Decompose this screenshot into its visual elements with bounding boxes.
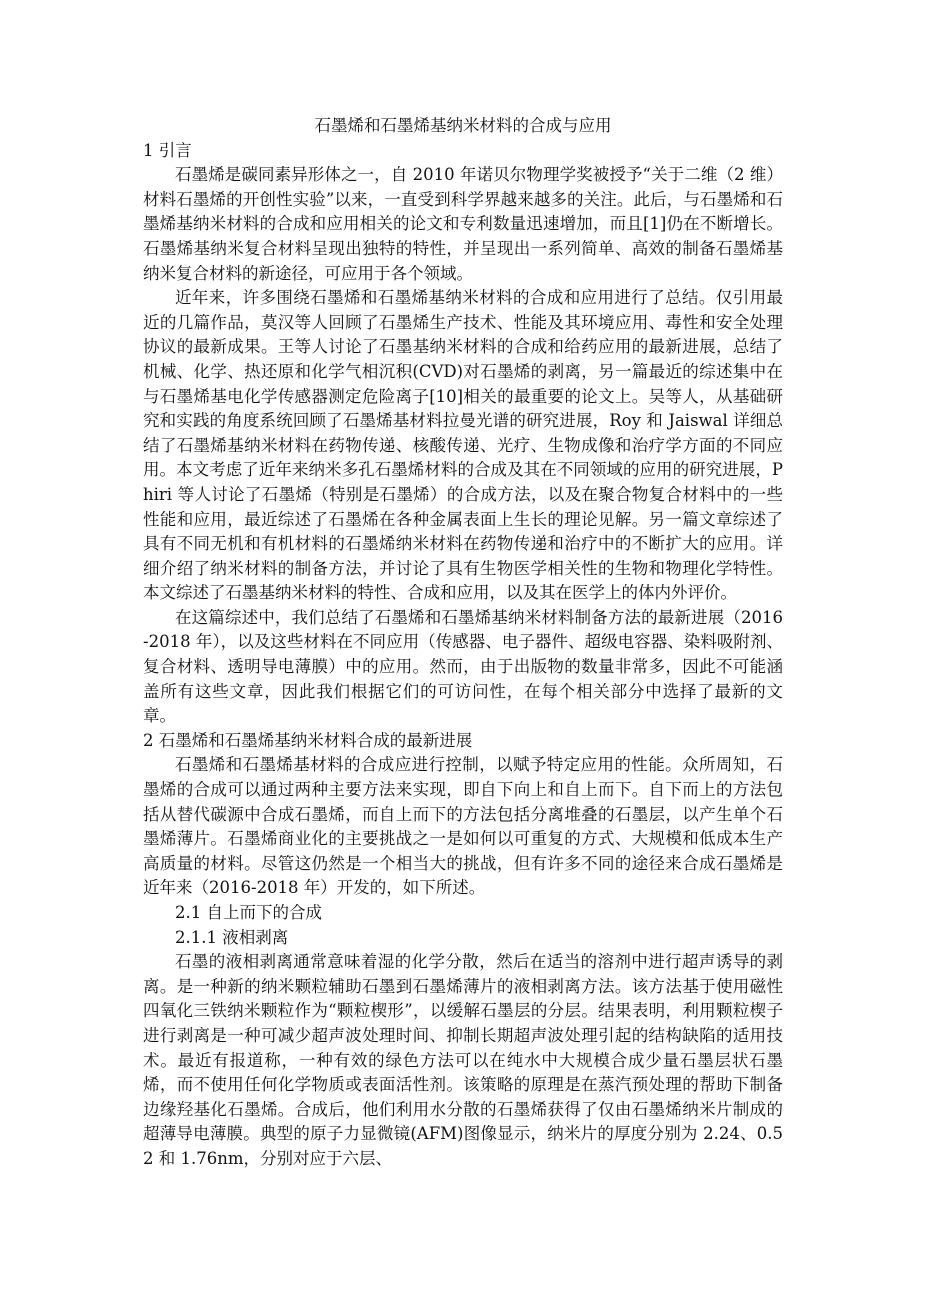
paragraph-synthesis-1: 石墨烯和石墨烯基材料的合成应进行控制，以赋予特定应用的性能。众所周知，石墨烯的合成可以通过两种主要方法来实现，即自下向上和自上而下。自下而上的方法包括从替代碳源中合成石墨烯，而自上而下的方法包括分离堆叠的石墨层，以产生单个石墨烯薄片。石墨烯商业化的主要挑战之一是如何以可重复的方式、大规模和低成本生产高质量的材料。尽管这仍然是一个相当大的挑战，但有许多不同的途径来合成石墨烯是近年来（2016-2018 年）开发的，如下所述。 bbox=[143, 755, 783, 898]
section-heading-introduction: 1 引言 bbox=[143, 140, 192, 160]
paragraph-intro-1: 石墨烯是碳同素异形体之一，自 2010 年诺贝尔物理学奖被授予“关于二维（2 维）材料石墨烯的开创性实验”以来，一直受到科学界越来越多的关注。此后，与石墨烯和石墨烯基纳米材料的合成和应用相关的论文和专利数量迅速增加，而且[1]仍在不断增长。石墨烯基纳米复合材料呈现出独特的特性，并呈现出一系列简单、高效的制备石墨烯基纳米复合材料的新途径，可应用于各个领域。 bbox=[143, 165, 783, 283]
subsection-heading-top-down: 2.1 自上而下的合成 bbox=[175, 903, 322, 922]
paragraph-intro-3: 在这篇综述中，我们总结了石墨烯和石墨烯基纳米材料制备方法的最新进展（2016-2018 年），以及这些材料在不同应用（传感器、电子器件、超级电容器、染料吸附剂、复合材料、透明导电薄膜）中的应用。然而，由于出版物的数量非常多，因此不可能涵盖所有这些文章，因此我们根据它们的可访问性，在每个相关部分中选择了最新的文章。 bbox=[143, 607, 783, 726]
document-body bbox=[143, 114, 783, 1172]
section-heading-synthesis: 2 石墨烯和石墨烯基纳米材料合成的最新进展 bbox=[143, 730, 473, 750]
paragraph-intro-2: 近年来，许多围绕石墨烯和石墨烯基纳米材料的合成和应用进行了总结。仅引用最近的几篇作品，莫汉等人回顾了石墨烯生产技术、性能及其环境应用、毒性和安全处理协议的最新成果。王等人讨论了石墨基纳米材料的合成和给药应用的最新进展，总结了机械、化学、热还原和化学气相沉积(CVD)对石墨烯的剥离，另一篇最近的综述集中在与石墨烯基电化学传感器测定危险离子[10]相关的最重要的论文上。吴等人，从基础研究和实践的角度系统回顾了石墨烯基材料拉曼光谱的研究进展，Roy 和 Jaiswal 详细总结了石墨烯基纳米材料在药物传递、核酸传递、光疗、生物成像和治疗学方面的不同应用。本文考虑了近年来纳米多孔石墨烯材料的合成及其在不同领域的应用的研究进展，Phiri 等人讨论了石墨烯（特别是石墨烯）的合成方法，以及在聚合物复合材料中的一些性能和应用，最近综述了石墨烯在各种金属表面上生长的理论见解。另一篇文章综述了具有不同无机和有机材料的石墨烯纳米材料在药物传递和治疗中的不断扩大的应用。详细介绍了纳米材料的制备方法，并讨论了具有生物医学相关性的生物和物理化学特性。本文综述了石墨基纳米材料的特性、合成和应用，以及其在医学上的体内外评价。 bbox=[143, 288, 783, 603]
subsubsection-heading-liquid-exfoliation: 2.1.1 液相剥离 bbox=[175, 927, 289, 947]
paragraph-liquid-exfoliation: 石墨的液相剥离通常意味着湿的化学分散，然后在适当的溶剂中进行超声诱导的剥离。是一种新的纳米颗粒辅助石墨到石墨烯薄片的液相剥离方法。该方法基于使用磁性四氧化三铁纳米颗粒作为“颗粒楔形”，以缓解石墨层的分层。结果表明，利用颗粒楔子进行剥离是一种可减少超声波处理时间、抑制长期超声波处理引起的结构缺陷的适用技术。最近有报道称，一种有效的绿色方法可以在纯水中大规模合成少量石墨层状石墨烯，而不使用任何化学物质或表面活性剂。该策略的原理是在蒸汽预处理的帮助下制备边缘羟基化石墨烯。合成后，他们利用水分散的石墨烯获得了仅由石墨烯纳米片制成的超薄导电薄膜。典型的原子力显微镜(AFM)图像显示，纳米片的厚度分别为 2.24、0.52 和 1.76nm，分别对应于六层、 bbox=[143, 952, 783, 1168]
document-title: 石墨烯和石墨烯基纳米材料的合成与应用 bbox=[314, 116, 612, 135]
